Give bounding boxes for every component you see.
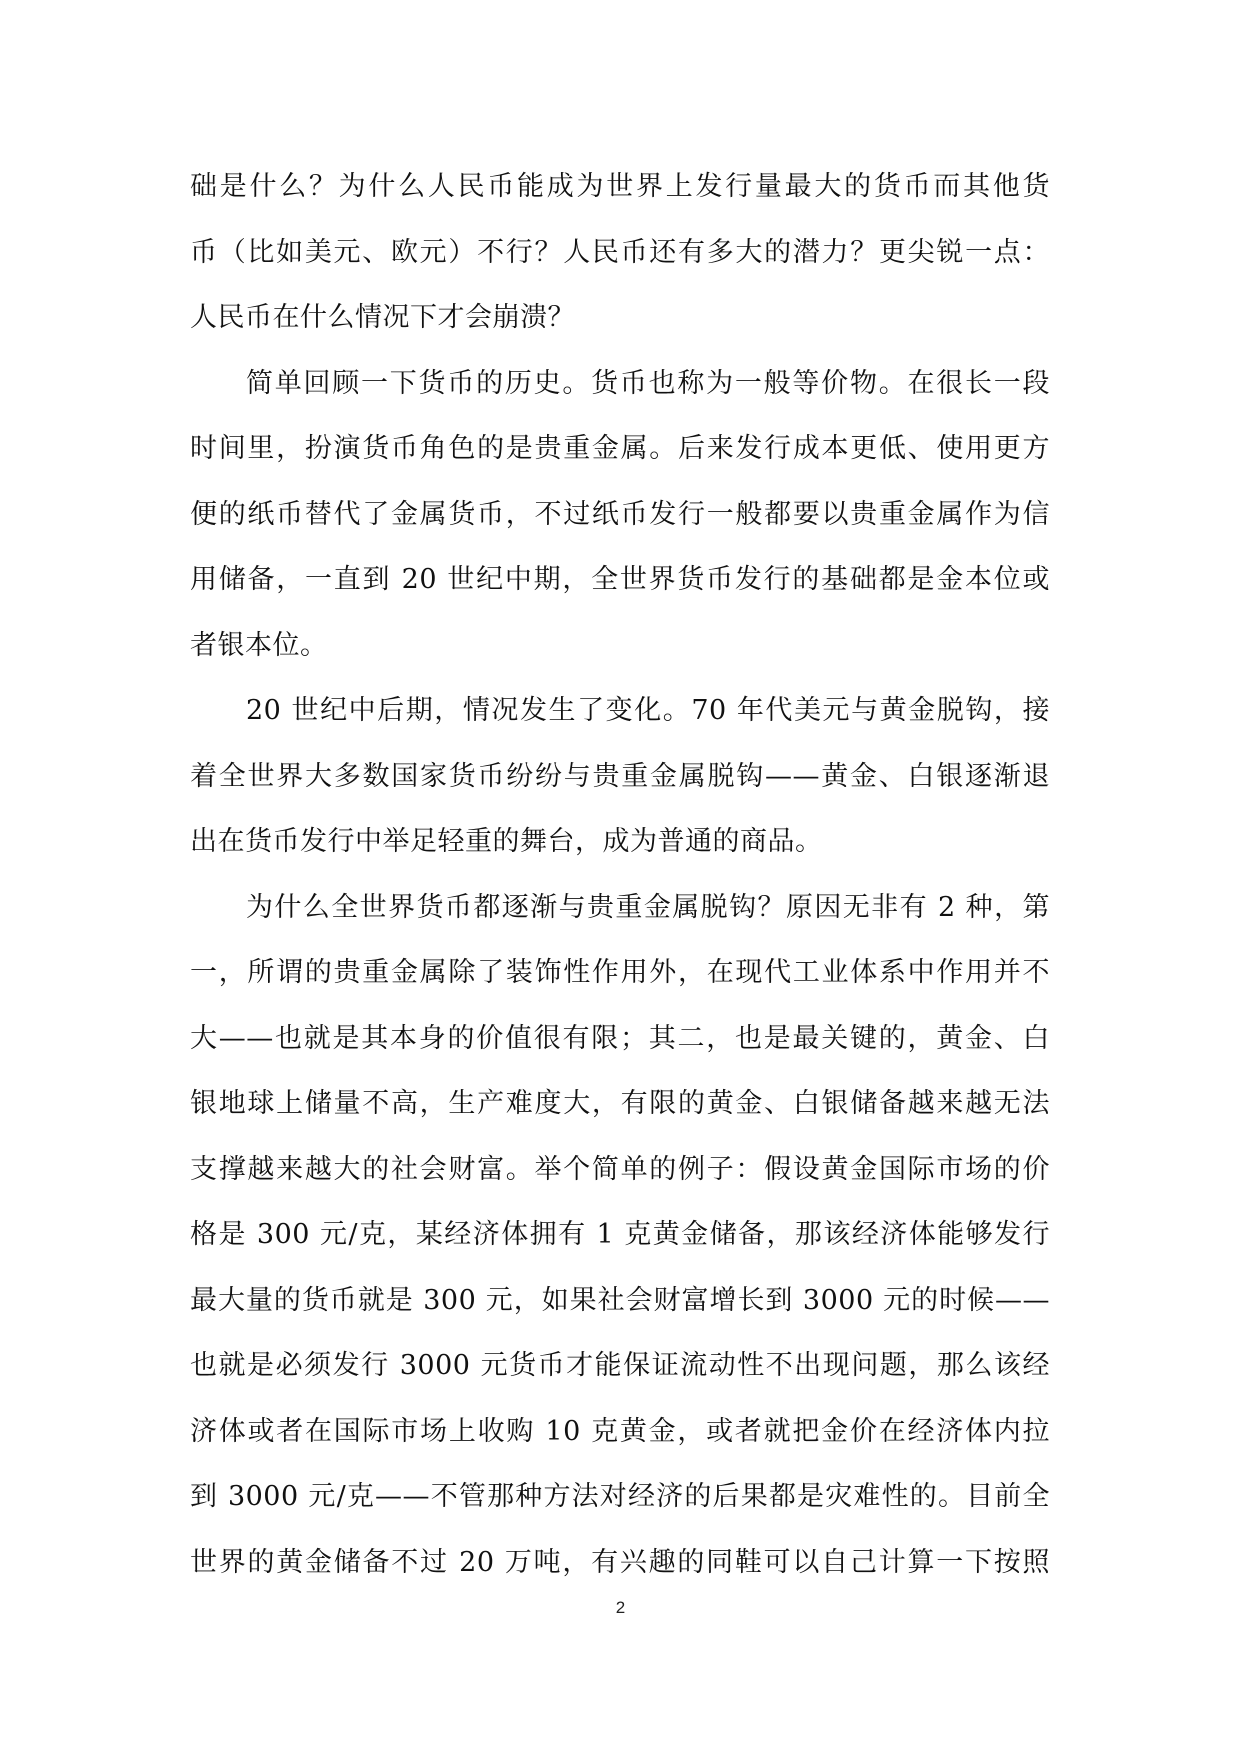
- text-line: 大——也就是其本身的价值很有限；其二，也是最关键的，黄金、白: [190, 1022, 1050, 1054]
- text-line: 币（比如美元、欧元）不行？人民币还有多大的潜力？更尖锐一点：: [190, 236, 1050, 268]
- text-line: 济体或者在国际市场上收购 10 克黄金，或者就把金价在经济体内拉: [190, 1415, 1050, 1447]
- text-line: 时间里，扮演货币角色的是贵重金属。后来发行成本更低、使用更方: [190, 433, 1050, 464]
- text-line: 出在货币发行中举足轻重的舞台，成为普通的商品。: [190, 826, 823, 857]
- text-line: 用储备，一直到 20 世纪中期，全世界货币发行的基础都是金本位或: [190, 564, 1050, 595]
- text-line: 银地球上储量不高，生产难度大，有限的黄金、白银储备越来越无法: [190, 1088, 1050, 1119]
- text-line: 为什么全世界货币都逐渐与贵重金属脱钩？原因无非有 2 种，第: [246, 891, 1050, 923]
- text-line: 人民币在什么情况下才会崩溃？: [190, 302, 575, 333]
- text-line: 础是什么？为什么人民币能成为世界上发行量最大的货币而其他货: [190, 171, 1050, 202]
- text-line: 20 世纪中后期，情况发生了变化。70 年代美元与黄金脱钩，接: [246, 695, 1050, 726]
- text-line: 者银本位。: [190, 629, 328, 661]
- text-line: 也就是必须发行 3000 元货币才能保证流动性不出现问题，那么该经: [190, 1350, 1050, 1381]
- text-line: 支撑越来越大的社会财富。举个简单的例子：假设黄金国际市场的价: [190, 1153, 1050, 1185]
- text-line: 一，所谓的贵重金属除了装饰性作用外，在现代工业体系中作用并不: [190, 957, 1050, 988]
- text-line: 简单回顾一下货币的历史。货币也称为一般等价物。在很长一段: [246, 367, 1050, 399]
- text-line: 世界的黄金储备不过 20 万吨，有兴趣的同鞋可以自己计算一下按照: [190, 1546, 1050, 1578]
- body-text: [190, 154, 1050, 1595]
- text-line: 便的纸币替代了金属货币，不过纸币发行一般都要以贵重金属作为信: [190, 498, 1050, 530]
- text-line: 最大量的货币就是 300 元，如果社会财富增长到 3000 元的时候——: [190, 1284, 1050, 1316]
- page-number: 2: [615, 1598, 626, 1617]
- text-line: 到 3000 元/克——不管那种方法对经济的后果都是灾难性的。目前全: [190, 1481, 1050, 1512]
- text-line: 格是 300 元/克，某经济体拥有 1 克黄金储备，那该经济体能够发行: [190, 1219, 1050, 1250]
- text-line: 着全世界大多数国家货币纷纷与贵重金属脱钩——黄金、白银逐渐退: [190, 760, 1050, 792]
